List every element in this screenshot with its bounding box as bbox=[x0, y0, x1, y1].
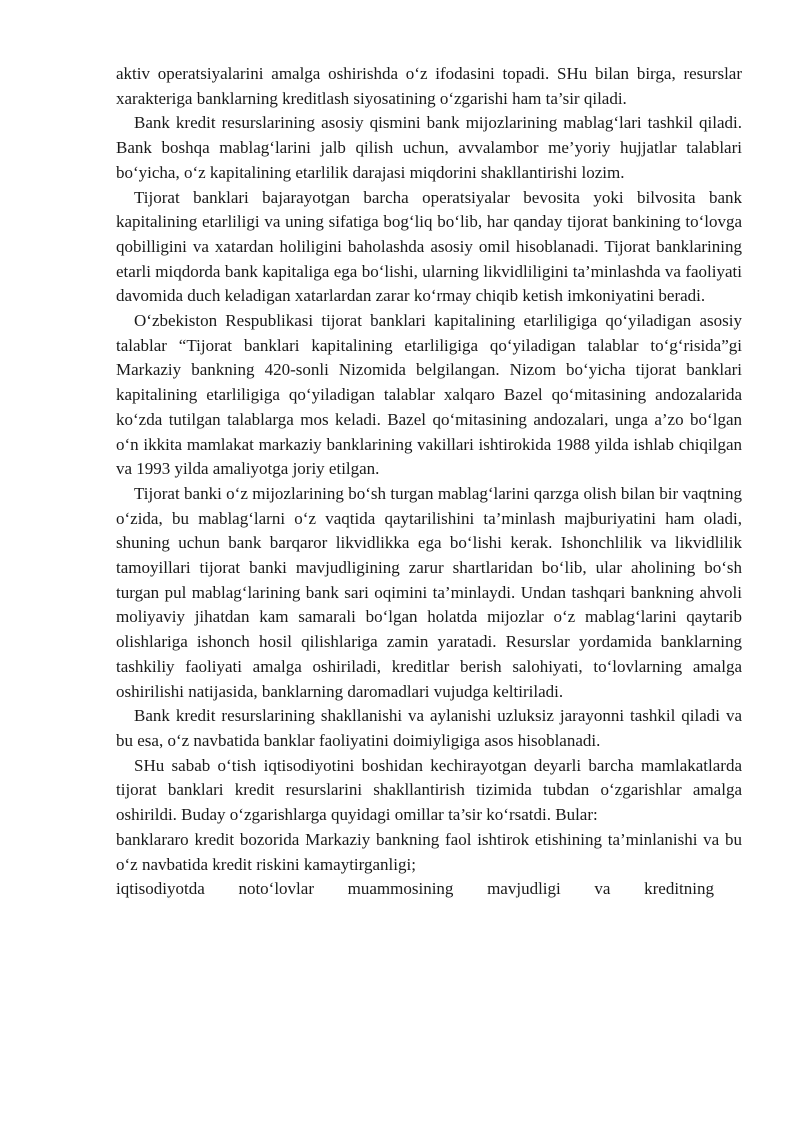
word: muammosining bbox=[347, 879, 454, 899]
paragraph-2: Bank kredit resurslarining asosiy qismini bank mijozlarining mablag‘lari tashkil qiladi. Bank boshqa mablag‘larini jalb qilish uchun, avvalambor me’yoriy hujjatlar talablari bo‘yicha, o‘z kapitalining etarlilik darajasi miqdorini shakllantirishi lozim. bbox=[116, 113, 742, 182]
paragraph-1: aktiv operatsiyalarini amalga oshirishda o‘z ifodasini topadi. SHu bilan birga, resurslar xarakteriga banklarning kreditlash siyosatining o‘zgarishi ham ta’sir qiladi. bbox=[116, 64, 742, 108]
word: va bbox=[594, 879, 611, 899]
word: iqtisodiyotda bbox=[116, 879, 205, 899]
document-page bbox=[116, 62, 742, 902]
paragraph-5: Tijorat banki o‘z mijozlarining bo‘sh turgan mablag‘larini qarzga olish bilan bir vaqtning o‘zida, bu mablag‘larni o‘z vaqtida qaytarilishini ta’minlash majburiyatini ham oladi, shuning uchun bank barqaror likvidlikka ega bo‘lishi kerak. Ishonchlilik va likvidlilik tamoyillari tijorat banki mavjudligining zarur shartlaridan bo‘lib, ular aholining bo‘sh turgan pul mablag‘larining bank sari oqimini ta’minlaydi. Undan tashqari bankning ahvoli moliyaviy jihatdan kam samarali bo‘lgan holatda mijozlar o‘z mablag‘larini qaytarib olishlariga ishonch hosil qilishlariga zamin yaratadi. Resurslar yordamida banklarning tashkiliy faoliyati amalga oshiriladi, kreditlar berish salohiyati, to‘lovlarning amalga oshirilishi natijasida, banklarning daromadlari vujudga keltiriladi. bbox=[116, 483, 742, 701]
word: kreditning bbox=[644, 879, 714, 899]
paragraph-4: O‘zbekiston Respublikasi tijorat banklari kapitalining etarliligiga qo‘yiladigan asosiy talablar “Tijorat banklari kapitalining etarliligiga qo‘yiladigan talablar to‘g‘risida”gi Markaziy bankning 420-sonli Nizomida belgilangan. Nizom bo‘yicha tijorat banklari kapitalining etarliligiga qo‘yiladigan talablar xalqaro Bazel qo‘mitasining andozalarida ko‘zda tutilgan talablarga mos keladi. Bazel qo‘mitasining andozalari, unga a’zo bo‘lgan o‘n ikkita mamlakat markaziy banklarining vakillari ishtirokida 1988 yilda ishlab chiqilgan va 1993 yilda amaliyotga joriy etilgan. bbox=[116, 311, 742, 479]
paragraph-7: SHu sabab o‘tish iqtisodiyotini boshidan kechirayotgan deyarli barcha mamlakatlarda tijorat banklari kredit resurslarini shakllantirish tizimida tubdan o‘zgarishlar amalga oshirildi. Buday o‘zgarishlarga quyidagi omillar ta’sir ko‘rsatdi. Bular: bbox=[116, 755, 742, 825]
paragraph-3: Tijorat banklari bajarayotgan barcha operatsiyalar bevosita yoki bilvosita bank kapitalining etarliligi va uning sifatiga bog‘liq bo‘lib, har qanday tijorat bankining to‘lovga qobilligini va xatardan holiligini baholashda asosiy omil hisoblanadi. Tijorat banklarining etarli miqdorda bank kapitaliga ega bo‘lishi, ularning likvidliligini ta’minlashda va faoliyati davomida duch keladigan xatarlardan zarar ko‘rmay chiqib ketish imkoniyatini beradi. bbox=[116, 187, 742, 306]
word: mavjudligi bbox=[487, 879, 561, 899]
paragraph-9-fragment bbox=[116, 877, 714, 902]
word: noto‘lovlar bbox=[238, 879, 314, 899]
paragraph-8: banklararo kredit bozorida Markaziy bankning faol ishtirok etishining ta’minlanishi va bu o‘z navbatida kredit riskini kamaytirganligi; bbox=[116, 829, 742, 874]
paragraph-6: Bank kredit resurslarining shakllanishi va aylanishi uzluksiz jarayonni tashkil qiladi va bu esa, o‘z navbatida banklar faoliyatini doimiyligiga asos hisoblanadi. bbox=[116, 706, 742, 750]
